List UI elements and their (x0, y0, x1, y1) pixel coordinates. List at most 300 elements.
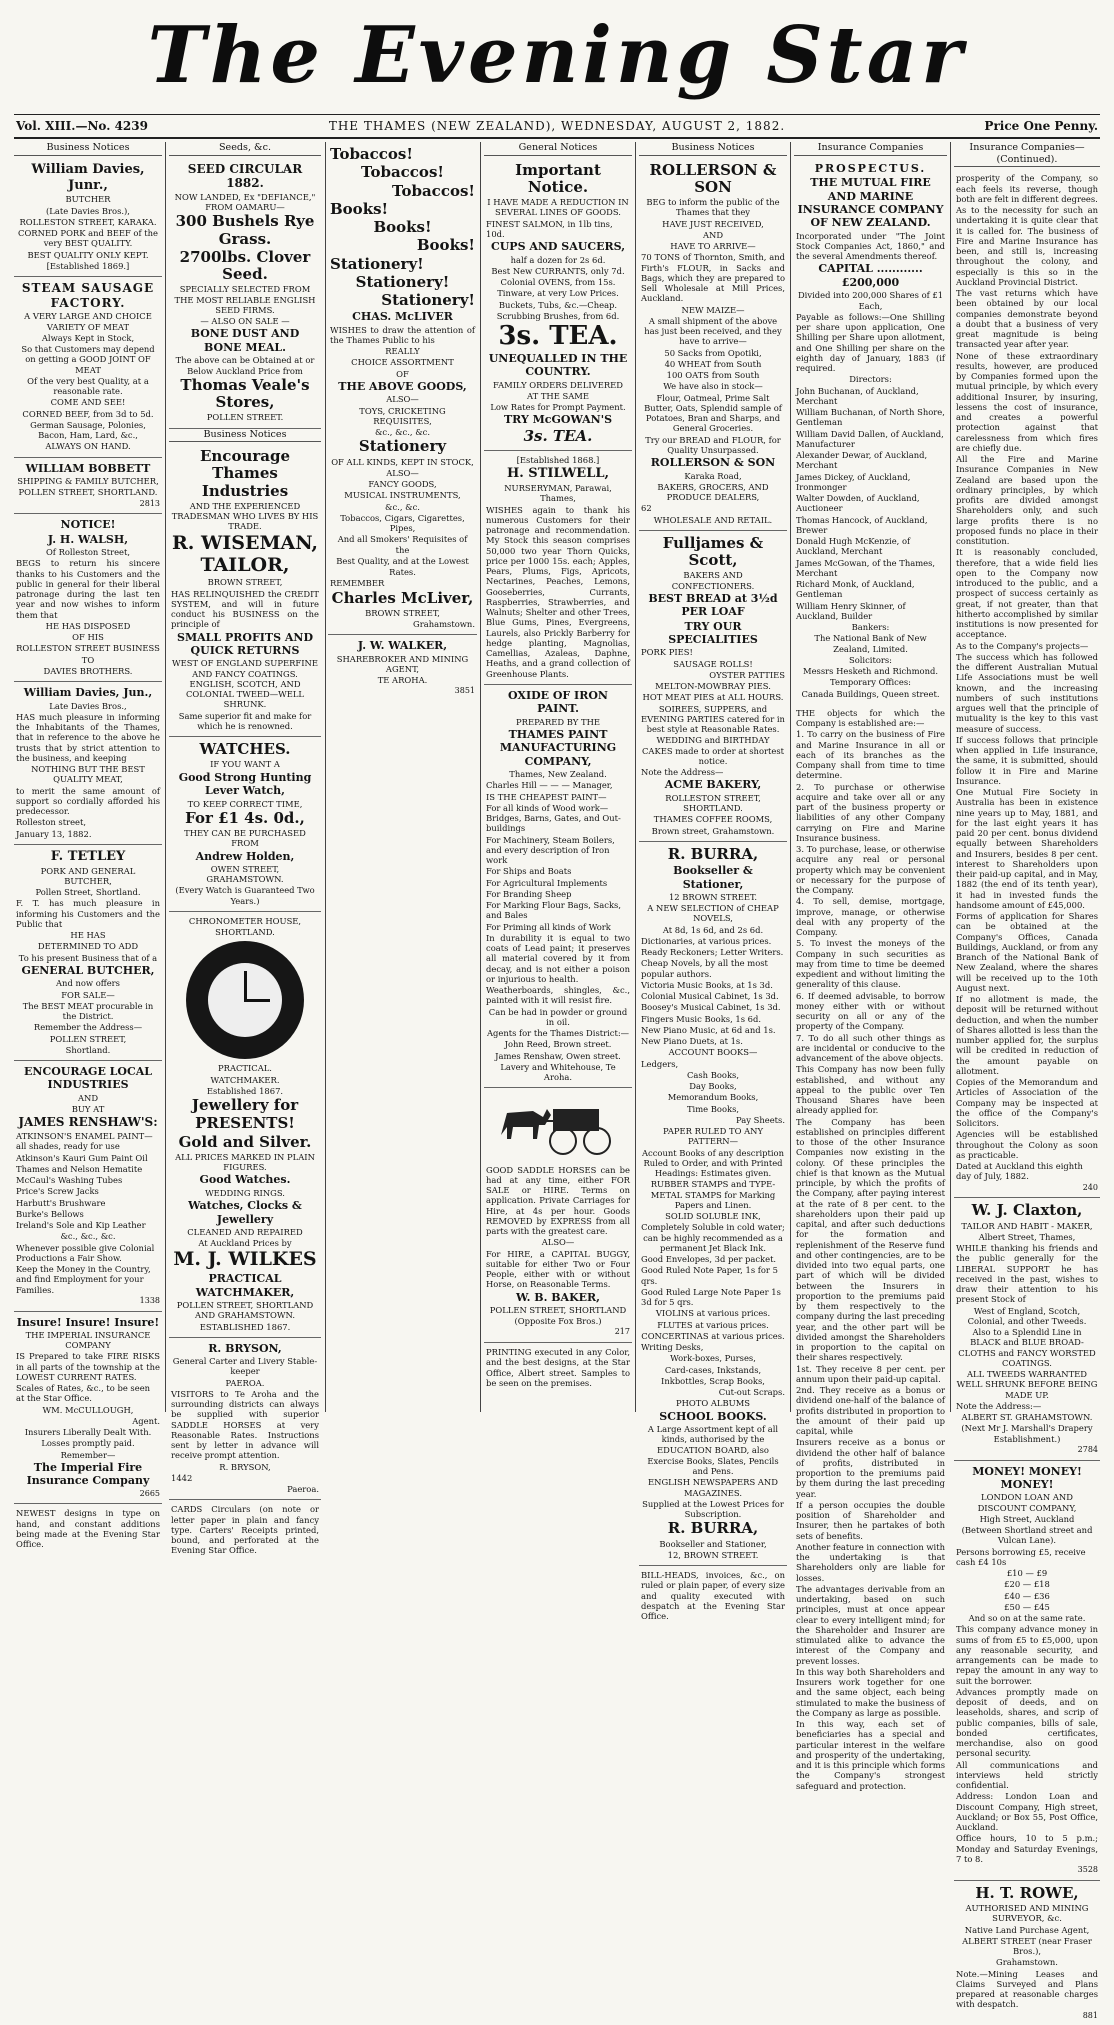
ad-line: German Sausage, Polonies, Bacon, Ham, Lard, &c., (30, 419, 146, 441)
ad-line: CHRONOMETER HOUSE, (188, 915, 302, 926)
ad-line: BEG to inform the public of the Thames that they (646, 197, 780, 218)
ad-heading: R. BURRA, (667, 844, 759, 863)
ad-line: I HAVE MADE A REDUCTION IN SEVERAL LINES OF GOODS. (487, 197, 629, 218)
ad-line: 50 Sacks from Opotiki, (664, 347, 762, 358)
ad-line: WEDDING RINGS. (205, 1187, 285, 1198)
ad-line: Remember— (60, 1449, 116, 1460)
ad-line: Note.—Mining Leases and Claims Surveyed and Plans prepared at reasonable charges with despatch. (956, 1968, 1098, 2010)
ad-line: THAMES PAINT MANUFACTURING COMPANY, (499, 727, 617, 768)
ad-line: It is reasonably concluded, therefore, that a wide field lies open to the Company now introduced to the public, and a prospect of success certainly as great, if not greater, than that hitherto accomplished by similar institutions is now presented for acceptance. (956, 547, 1098, 640)
ad-heading: ENCOURAGE LOCAL INDUSTRIES (24, 1065, 152, 1092)
ad-line: Incorporated under "The Joint Stock Companies Act, 1860," and the several Amendments thereof. (796, 230, 945, 262)
ad-line: For all kinds of Wood work—Bridges, Barns, Gates, and Out-buildings (486, 802, 621, 834)
ad-line: NURSERYMAN, Parawai, Thames, (504, 483, 612, 504)
ad-line: M. J. WILKES (173, 1248, 317, 1271)
ad-london-loan (954, 1461, 1100, 1881)
ad-heading: OXIDE OF IRON PAINT. (508, 688, 608, 716)
ad-line: 3s. TEA. (498, 321, 618, 352)
ad-line: HE HAS DISPOSED (45, 620, 131, 631)
ad-heading: WILLIAM BOBBETT (25, 461, 151, 475)
ad-line: POLLEN STREET, SHORTLAND. (18, 487, 158, 498)
ad-line: James Renshaw, Owen street. (495, 1050, 621, 1061)
ad-line: AND (77, 1092, 99, 1103)
ad-mcgowan (484, 158, 632, 451)
ad-heading: SEED CIRCULAR 1882. (187, 161, 303, 191)
ad-line: Payable as follows:—One Shilling per share upon application, One Shilling per Share upon allotment, and One Shilling per share on the eighth day of January, 1883 (if required. (796, 311, 945, 374)
ad-line: Alexander Dewar, of Auckland, Merchant (796, 450, 928, 471)
ad-line: Buckets, Tubs, &c.—Cheap. (498, 299, 618, 310)
ad-line: Stationery! (355, 272, 450, 291)
ad-line: If success follows that principle when applied in Life insurance, the same, it is submitted, should follow it in Fire and Marine Insurance. (956, 734, 1098, 786)
ad-line: William Henry Skinner, of Auckland, Builder (796, 600, 906, 621)
ad-line: McCaul's Washing Tubes (16, 1175, 123, 1185)
ad-line: PHOTO ALBUMS (675, 1398, 751, 1409)
ad-line: BEST BREAD at 3½d PER LOAF (648, 591, 778, 619)
column-4 (484, 142, 632, 1414)
ad-line: For Marking Flour Bags, Sacks, and Bales (486, 900, 621, 921)
ad-line: Late Davies Bros., (49, 700, 127, 711)
ad-line: Note the Address— (641, 767, 724, 778)
ad-line: For Agricultural Implements (486, 877, 608, 888)
ad-line: THE MUTUAL FIRE AND MARINE INSURANCE COMPANY OF NEW ZEALAND. (797, 176, 944, 230)
ad-line: Harbutt's Brushware (16, 1197, 106, 1208)
ad-line: All communications and interviews held strictly confidential. (956, 1759, 1098, 1791)
ad-line: For Branding Sheep (486, 888, 572, 899)
ad-line: This company advance money in sums of from £5 to £5,000, upon any reasonable security, and arrangements can be made to repay the amount in any way to suit the borrower. (956, 1624, 1098, 1686)
ad-line: Atkinson's Kauri Gum Paint Oil (16, 1152, 148, 1163)
ad-line: All the Fire and Marine Insurance Companies in New Zealand are based upon the ordinary principles, by which profits are divided amongst Shareholders only, and such large profits there is no proposed funds no place in their constitution. (956, 454, 1098, 547)
ad-line: 70 TONS of Thornton, Smith, and Firth's FLOUR, in Sacks and Bags, which they are prepared to Sell Wholesale at Mill Prices, Auckland. (641, 252, 785, 304)
ad-line: HAVE JUST RECEIVED, (662, 218, 764, 229)
ad-line: Good Strong Hunting Lever Watch, (178, 770, 312, 798)
ad-line: Exercise Books, Slates, Pencils and Pens. (647, 1455, 779, 1477)
ad-line: REMEMBER (330, 578, 385, 589)
ad-line: Best New CURRANTS, only 7d. (491, 265, 625, 276)
ad-line: TO KEEP CORRECT TIME, (187, 798, 303, 809)
ad-line: ALSO— (541, 1237, 575, 1248)
clock-hand (244, 971, 247, 1001)
ad-line: PRACTICAL WATCHMAKER, (195, 1272, 295, 1299)
ad-line: 3. To purchase, lease, or otherwise acquire any real or personal property which may be convenient or necessary for the purpose of the Company. (796, 844, 945, 896)
ad-line: General Carter and Livery Stable-keeper (172, 1356, 318, 1377)
ad-line: WEDDING and BIRTHDAY CAKES made to order at shortest notice. (642, 735, 784, 766)
ad-line: Scales of Rates, &c., to be seen at the Star Office. (16, 1383, 151, 1404)
ad-line: 5. To invest the moneys of the Company in such securities as may from time to time be deemed expedient and without limiting the generality of this clause. (796, 938, 945, 990)
ad-line: We have also in stock— (663, 381, 763, 392)
ad-line: Writing Desks, (641, 1342, 704, 1353)
ad-line: PORK PIES! (641, 647, 693, 658)
ad-heading: H. T. ROWE, (975, 1883, 1079, 1902)
ad-line: BILL-HEADS, invoices, &c., on ruled or plain paper, of every size and quality executed with despatch at the Evening Star Office. (641, 1570, 785, 1622)
ad-line: At Auckland Prices by (198, 1238, 292, 1249)
ad-number: 217 (614, 1327, 630, 1337)
ad-line: 1st. They receive 8 per cent. per annum upon their paid-up capital. (796, 1363, 945, 1384)
ad-line: TO (81, 654, 95, 665)
ad-line: Rolleston street, (16, 817, 87, 828)
ad-line: CHOICE ASSORTMENT (351, 357, 454, 368)
ad-heading: R. BRYSON, (208, 1341, 282, 1355)
ad-line: Pay Sheets. (735, 1114, 785, 1125)
ad-line: GOOD SADDLE HORSES can be had at any time, either FOR SALE or HIRE. Terms on application. Private Carriages for Hire, at 4s per hour. Goods REMOVED by EXPRESS from all parts with the greatest care. (486, 1164, 630, 1237)
ad-line: OF ALL KINDS, KEPT IN STOCK, (331, 456, 474, 467)
ad-line: Of Rolleston Street, (45, 547, 131, 558)
ad-line: REALLY (385, 346, 420, 357)
ad-line: Cheap Novels, by all the most popular authors. (641, 958, 768, 979)
clock-hand (244, 999, 270, 1002)
ad-line: CORNED PORK and BEEF of the very BEST QUALITY. (18, 228, 158, 249)
ad-line: Andrew Holden, (195, 849, 295, 863)
ad-line: CORNED BEEF, from 3d to 5d. (22, 408, 154, 419)
ad-line: PAPER RULED TO ANY PATTERN— (662, 1126, 764, 1147)
ad-line: Stationery (358, 437, 447, 456)
ad-line: £10 — £9 (1006, 1568, 1048, 1579)
ad-line: Directors: (849, 374, 892, 385)
column-rule (325, 142, 326, 1412)
ad-line: Account Books of any description Ruled to Order, and with Printed Headings: Estimates given. (642, 1147, 784, 1179)
ad-line: ACCOUNT BOOKS— (668, 1047, 758, 1058)
ad-line: New Piano Music, at 6d and 1s. (641, 1024, 776, 1035)
ad-heading: NOTICE! (60, 518, 116, 532)
ad-line: William Davies, Junr., (31, 161, 145, 193)
column-3 (328, 142, 477, 1414)
ad-line: Victoria Music Books, at 1s 3d. (641, 979, 773, 990)
ad-line: PRESENTS! (195, 1114, 295, 1133)
ad-line: (Between Shortland street and Vulcan Lane). (961, 1525, 1093, 1546)
ad-line: NEWEST designs in type on hand, and constant additions being made at the Evening Star Office. (16, 1508, 160, 1550)
ad-line: BONE DUST AND BONE MEAL. (190, 327, 300, 354)
ad-line: TRY McGOWAN'S (503, 413, 613, 427)
ad-line: (Next Mr J. Marshall's Drapery Establishment.) (961, 1423, 1093, 1444)
volume-number: Vol. XIII.—No. 4239 (16, 119, 148, 133)
ad-line: Good Watches. (199, 1173, 291, 1187)
ad-line: CAPITAL ............ £200,000 (818, 262, 923, 289)
ad-line: James Dickey, of Auckland, Ironmonger (796, 471, 911, 492)
ad-line: AUTHORISED AND MINING SURVEYOR, &c. (965, 1903, 1089, 1924)
ad-line: For Priming all kinds of Work (486, 921, 611, 932)
ad-line: Ireland's Sole and Kip Leather (16, 1220, 146, 1230)
ad-line: Good Ruled Large Note Paper 1s 3d for 5 qrs. (641, 1286, 781, 1308)
ad-line: ROLLESTON STREET, KARAKA. (19, 216, 157, 227)
ad-line: Agents for the Thames District:— (486, 1028, 630, 1039)
ad-line: Established 1867. (206, 1085, 284, 1096)
ad-line: Flour, Oatmeal, Prime Salt Butter, Oats, Splendid sample of Potatoes, Bran and Sharps, and General Groceries. (644, 392, 782, 434)
ad-line: Card-cases, Inkstands, (664, 1364, 762, 1375)
column-7 (954, 142, 1100, 2020)
ad-line: SHIPPING & FAMILY BUTCHER, (17, 476, 159, 487)
ad-line: For HIRE, a CAPITAL BUGGY, suitable for either Two or Four People, either with or without Horse, on Reasonable Terms. (486, 1248, 630, 1290)
ad-rollerson (639, 158, 787, 531)
ad-line: Tobaccos, Cigars, Cigarettes, Pipes, (340, 512, 465, 534)
ad-line: Day Books, (689, 1081, 737, 1092)
ad-line: WHOLESALE AND RETAIL. (653, 514, 773, 525)
ad-line: For £1 4s. 0d., (185, 808, 305, 827)
ad-line: PAEROA. (225, 1377, 265, 1388)
ad-line: (Every Watch is Guaranteed Two Years.) (175, 885, 315, 906)
ad-line: The Imperial Fire Insurance Company (26, 1460, 150, 1488)
issue-date: THE THAMES (NEW ZEALAND), WEDNESDAY, AUGUST 2, 1882. (328, 119, 786, 133)
ad-line: BUTCHER (65, 194, 111, 205)
ad-number: 2784 (1077, 1444, 1098, 1454)
ad-line: If a person occupies the double position of Shareholder and Insurer, then he partakes of both sets of benefits. (796, 1499, 945, 1541)
ad-burra-bookseller (639, 842, 787, 1566)
ad-line: PREPARED BY THE (516, 716, 600, 727)
ad-line: £50 — £45 (1004, 1601, 1050, 1612)
ad-line: Albert Street, Thames, (978, 1231, 1076, 1242)
ad-line: Paeroa. (287, 1484, 319, 1495)
ad-line: ESTABLISHED 1867. (199, 1321, 291, 1332)
ad-line: Karaka Road, (684, 470, 742, 481)
ad-line: Stationery! (381, 291, 475, 309)
ad-line: SPECIALLY SELECTED FROM THE MOST RELIABLE ENGLISH SEED FIRMS. (174, 284, 316, 315)
ad-line: OWEN STREET, GRAHAMSTOWN. (206, 863, 284, 885)
ad-line: Burke's Bellows (16, 1208, 84, 1219)
ad-line: Brown street, Grahamstown. (651, 825, 775, 836)
ad-line: 7. To do all such other things as are incidental or conducive to the advancement of the above objects. (796, 1032, 945, 1064)
ad-newest-designs (14, 1504, 162, 1554)
column-5 (639, 142, 787, 1622)
ad-line: Can be had in powder or ground in oil. (488, 1006, 628, 1027)
ad-line: The BEST MEAT procurable in the District. (22, 1000, 154, 1022)
ad-number: 240 (1082, 1182, 1098, 1192)
ad-line: J. H. WALSH, (47, 532, 129, 546)
ad-line: Books! (330, 199, 389, 218)
ad-line: Inkbottles, Scrap Books, (661, 1375, 765, 1386)
ad-line: Of the very best Quality, at a reasonable rate. (27, 375, 149, 397)
ad-line: BROWN STREET, (207, 577, 283, 588)
ad-line: JAMES RENSHAW'S: (18, 1115, 158, 1130)
ad-line: Memorandum Books, (667, 1092, 759, 1103)
ad-line: And all Smokers' Requisites of the (337, 534, 468, 555)
ad-line: Address: London Loan and Discount Company, High street, Auckland; or Box 55, Post Office, Auckland. (956, 1791, 1098, 1833)
ad-line: Native Land Purchase Agent, (964, 1924, 1090, 1935)
ad-line: Always Kept in Stock, (41, 332, 135, 343)
ad-renshaw (14, 1061, 162, 1311)
section-heading: Business Notices (639, 142, 787, 156)
ad-line: One Mutual Fire Society in Australia has been in existence nine years up to May, 1881, and for the last eight years it has paid 20 per cent. bonus dividend equally between Shareholders and Insurers, besides 8 per cent. interest to Shareholders upon their paid-up capital, and in May, 1882 (the end of its tenth year), it had in invested funds the handsome amount of £45,000. (956, 787, 1098, 910)
ad-heading: Fulljames & Scott, (662, 533, 764, 570)
ad-line: Good Ruled Note Paper, 1s for 5 qrs. (641, 1265, 778, 1286)
ad-line: Price's Screw Jacks (16, 1186, 99, 1197)
ad-line: Best Quality, and at the Lowest (336, 555, 469, 566)
ad-wilkes-jeweller (169, 912, 321, 1338)
section-heading: Seeds, &c. (169, 142, 321, 156)
ad-baker-horses (484, 1088, 632, 1343)
ad-line: ENGLISH NEWSPAPERS AND MAGAZINES. (648, 1477, 778, 1498)
ad-line: Divided into 200,000 Shares of £1 Each, (797, 290, 944, 311)
section-heading: Insurance Companies (794, 142, 947, 156)
ad-thames-paint (484, 685, 632, 1089)
ad-line: prosperity of the Company, so each feels its reverse, though both are felt in different degrees. (956, 173, 1098, 204)
ad-line: In this way, each set of beneficiaries has a special and particular interest in the welfare and prosperity of the undertaking, and it is this principle which forms the Company's strongest safeguard and protection. (796, 1719, 945, 1791)
ad-line: BEST QUALITY ONLY KEPT. (27, 249, 149, 260)
ad-line: ALWAYS ON HAND. (45, 441, 131, 452)
ad-line: And now offers (56, 978, 120, 989)
ad-line: Persons borrowing £5, receive cash £4 10s (956, 1546, 1086, 1567)
ad-line: Agencies will be established throughout the Colony as soon as practicable. (956, 1129, 1098, 1160)
ad-line: Tobaccos! (392, 181, 475, 200)
ad-line: SAUSAGE ROLLS! (673, 658, 753, 669)
ad-heading: ROLLERSON & SON (649, 160, 777, 196)
ad-heading: STEAM SAUSAGE FACTORY. (21, 281, 155, 310)
ad-line: F. T. has much pleasure in informing his Customers and the Public that (16, 898, 160, 929)
masthead (0, 0, 1114, 112)
ad-line: ALSO— (386, 467, 419, 478)
ad-line: Jewellery for (191, 1096, 299, 1115)
ad-line: Charles McLiver, (331, 588, 474, 607)
ad-line: Supplied at the Lowest Prices for Subscription. (642, 1498, 784, 1520)
ad-line: OYSTER PATTIES (709, 669, 785, 680)
ad-line: Good Envelopes, 3d per packet. (641, 1254, 777, 1265)
column-rule (790, 142, 791, 1412)
ad-heading: J. W. WALKER, (357, 639, 448, 653)
ad-heading: MONEY! MONEY! MONEY! (972, 1464, 1082, 1492)
ad-line: Donald Hugh McKenzie, of Auckland, Merchant (796, 536, 911, 557)
ad-heading: Important Notice. (515, 160, 601, 196)
ad-line: NEW MAIZE— (681, 304, 745, 315)
ad-line: THEY CAN BE PURCHASED FROM (184, 828, 306, 849)
ad-line: Bookseller & Stationer, (673, 864, 753, 891)
clock-illustration (186, 941, 304, 1059)
ad-line: Thames, New Zealand. (509, 769, 607, 780)
ad-line: MELTON-MOWBRAY PIES. (655, 681, 771, 692)
ad-line: AND THE EXPERIENCED TRADESMAN WHO LIVES BY HIS TRADE. (171, 500, 319, 532)
section-heading: Business Notices (169, 429, 321, 443)
ad-line: THE IMPERIAL INSURANCE COMPANY (25, 1329, 151, 1351)
ad-line: GENERAL BUTCHER, (21, 963, 155, 977)
ad-line: A VERY LARGE AND CHOICE VARIETY OF MEAT (24, 311, 152, 332)
ad-line: Note the Address:— (956, 1400, 1042, 1411)
ad-line: £20 — £18 (1004, 1579, 1050, 1590)
ad-line: NOW LANDED, Ex "DEFIANCE," FROM OAMARU— (174, 191, 316, 213)
ad-line: West of England, Scotch, Colonial, and other Tweeds. (967, 1305, 1087, 1326)
ad-line: RUBBER STAMPS and TYPE-METAL STAMPS for Marking Papers and Linen. (650, 1179, 776, 1210)
ad-line: January 13, 1882. (16, 828, 92, 839)
ad-line: If no allotment is made, the deposit will be returned without deduction, and when the number of Shares allotted is less than the number applied for, the surplus will be credited in reduction of the amount payable on allotment. (956, 994, 1099, 1076)
ad-line: For Machinery, Steam Boilers, and every description of Iron work (486, 834, 615, 866)
ad-line: Colonial OVENS, from 15s. (500, 277, 616, 288)
ad-line: &c., &c. (385, 501, 420, 512)
ad-line: Walter Dowden, of Auckland, Auctioneer (796, 493, 920, 514)
ad-bryson (169, 1338, 321, 1501)
ad-line: VISITORS to Te Aroha and the surrounding districts can always be supplied with superior SADDLE HORSES at very Reasonable Rates. Instructions sent by letter in advance will receive prompt attention. (171, 1388, 319, 1461)
ad-line: The Company has been established on principles different to those of the other Insurance Companies now existing in the colony. Of these principles the chief is that known as the Mutual principle, by which the profits of the Company, after paying interest at the rate of 8 per cent. to the shareholders upon their paid up capital, and after such deductions for the formation and replenishment of the Reserve fund and other contingencies, are to be divided into two equal parts, one part of which will be divided between the Insurers in proportion to the premiums paid by them respectively to the company during the last preceding year, and the other part will be divided amongst the Shareholders in proportion to the capital on their shares respectively. (796, 1116, 945, 1363)
ad-line: Fingers Music Books, 1s 6d. (641, 1013, 762, 1024)
ad-line: Insurers Liberally Dealt With. (24, 1427, 152, 1438)
ad-line: Books! (416, 236, 475, 255)
ad-line: POLLEN STREET, SHORTLAND AND GRAHAMSTOWN. (176, 1300, 314, 1321)
ad-line: OF (396, 368, 409, 379)
ad-line: Ledgers, (641, 1058, 679, 1069)
ad-line: To his present Business that of a (18, 952, 158, 963)
ad-line: POLLEN STREET, (49, 1033, 127, 1044)
ad-line: Keep the Money in the Country, and find Employment for your Families. (16, 1264, 151, 1295)
ad-line: Rates. (389, 567, 416, 578)
ad-line: ALBERT STREET (near Fraser Bros.), (962, 1935, 1092, 1957)
ad-line: to merit the same amount of support so cordially afforded his predecessor. (16, 785, 160, 817)
ad-heading: H. STILWELL, (506, 466, 610, 482)
ad-line: Watches, Clocks & Jewellery (188, 1199, 302, 1226)
ad-line: (Opposite Fox Bros.) (514, 1316, 602, 1327)
ad-line: BEGS to return his sincere thanks to his Customers and the public in general for their liberal patronage during the last ten year and now wishes to inform them that (16, 558, 160, 620)
ad-line: Bankers: (851, 622, 890, 633)
ad-line: IS Prepared to take FIRE RISKS in all parts of the township at the LOWEST CURRENT RATES. (16, 1351, 160, 1382)
column-6 (794, 142, 947, 1791)
ad-line: Remember the Address— (33, 1022, 143, 1033)
ad-wiseman-tailor (169, 444, 321, 737)
ad-line: FLUTES at various prices. (657, 1319, 769, 1330)
ad-line: Losses promptly paid. (41, 1438, 135, 1449)
ad-line: Shortland. (65, 1044, 111, 1055)
ad-line: FANCY GOODS, (368, 479, 437, 490)
ad-line: Tobaccos! (330, 145, 413, 163)
ad-line: And so on at the same rate. (968, 1613, 1086, 1624)
ad-line: AND (702, 229, 724, 240)
ad-line: Dictionaries, at various prices. (641, 935, 772, 946)
ad-line: 3s. TEA. (523, 426, 593, 445)
ad-line: THE objects for which the Company is established are:— (796, 707, 945, 729)
ad-line: William David Dallen, of Auckland, Manufacturer (796, 428, 944, 449)
ad-line: Insurers receive as a bonus or dividend the other half of balance of profits, distributed in proportion to the premiums paid by them during the last preceding year. (796, 1437, 945, 1499)
ad-line: UNEQUALLED IN THE COUNTRY. (488, 351, 628, 379)
ad-line: PRINTING executed in any Color, and the best designs, at the Star Office, Albert street. Samples to be seen on the premises. (486, 1347, 630, 1388)
ad-line: DETERMINED TO ADD (37, 941, 139, 952)
ad-seed-circular (169, 158, 321, 429)
ad-line: This Company has now been fully established, and without any appeal to the public over Ten Thousand Shares have been already applied for. (796, 1064, 945, 1116)
ad-line: HAS much pleasure in informing the Inhabitants of the Thames, that in reference to the above he trusts that by strict attention to the business, and keeping (16, 711, 160, 763)
ad-line: As to the Company's projects— (956, 640, 1089, 651)
ad-heading: F. TETLEY (50, 848, 126, 864)
ad-line: ROLLESTON STREET BUSINESS (16, 643, 160, 654)
section-heading: General Notices (484, 142, 632, 156)
ad-line: In this way both Shareholders and Insurers work together for one and the same object, each being stimulated to make the business of the Company as large as possible. (796, 1666, 945, 1718)
ad-line: 62 (641, 503, 652, 514)
ad-line: SOLID SOLUBLE INK, (665, 1211, 761, 1222)
dateline-bar (14, 114, 1100, 139)
ad-heading: Insure! Insure! Insure! (16, 1315, 160, 1329)
ad-line: Colonial Musical Cabinet, 1s 3d. (641, 991, 779, 1002)
ad-line: DAVIES BROTHERS. (43, 665, 133, 676)
ad-heading: W. J. Claxton, (971, 1201, 1083, 1220)
ad-line: POLLEN STREET. (206, 412, 284, 423)
ad-line: Richard Monk, of Auckland, Gentleman (796, 579, 915, 600)
ad-line: Weatherboards, shingles, &c., painted with it will resist fire. (486, 985, 630, 1006)
ad-line: Thomas Hancock, of Auckland, Brewer (796, 514, 928, 535)
ad-line: AT THE SAME (527, 390, 589, 401)
ad-sausage-factory (14, 277, 162, 458)
ad-line: VIOLINS at various prices. (655, 1308, 771, 1319)
ad-davies-jun (14, 682, 162, 845)
ad-line: 2700lbs. Clover Seed. (179, 247, 311, 284)
ad-line: Advances promptly made on deposit of deeds, and on leaseholds, shares, and scrip of public companies, bills of sale, bonded certificates, merchandise, also on good personal security. (956, 1686, 1098, 1759)
ad-stilwell (484, 451, 632, 685)
ad-line: The advantages derivable from an undertaking, based on such principles, must at once appear clear to every intelligent mind; for the Shareholder and Insurer are stimulated alike to advance the interest of the Company and prevent losses. (796, 1583, 945, 1666)
ad-number: 2665 (139, 1488, 160, 1498)
ad-line: Copies of the Memorandum and Articles of Association of the Company may be inspected at the office of the Company's Solicitors. (956, 1077, 1098, 1129)
ad-bobbett (14, 458, 162, 515)
ad-line: Boosey's Musical Cabinet, 1s 3d. (641, 1002, 781, 1013)
ad-line: Gold and Silver. (178, 1132, 312, 1151)
ad-line: SOIREES, SUPPERS, and EVENING PARTIES catered for in best style at Reasonable Rates. (641, 703, 785, 735)
ad-line: &c., &c., &c. (374, 427, 431, 438)
ad-line: THAMES COFFEE ROOMS, (653, 814, 773, 825)
ad-line: ROLLESTON STREET, SHORTLAND. (665, 792, 761, 814)
ad-heading: WATCHES. (199, 740, 291, 759)
ad-claxton-tailor (954, 1198, 1100, 1460)
ad-line: New Piano Duets, at 1s. (641, 1036, 743, 1047)
ad-line: Completely Soluble in cold water; can be highly recommended as a permanent Jet Black Ink. (641, 1222, 785, 1253)
ad-line: Stationery! (330, 254, 424, 273)
ad-line: Canada Buildings, Queen street. (801, 688, 940, 699)
